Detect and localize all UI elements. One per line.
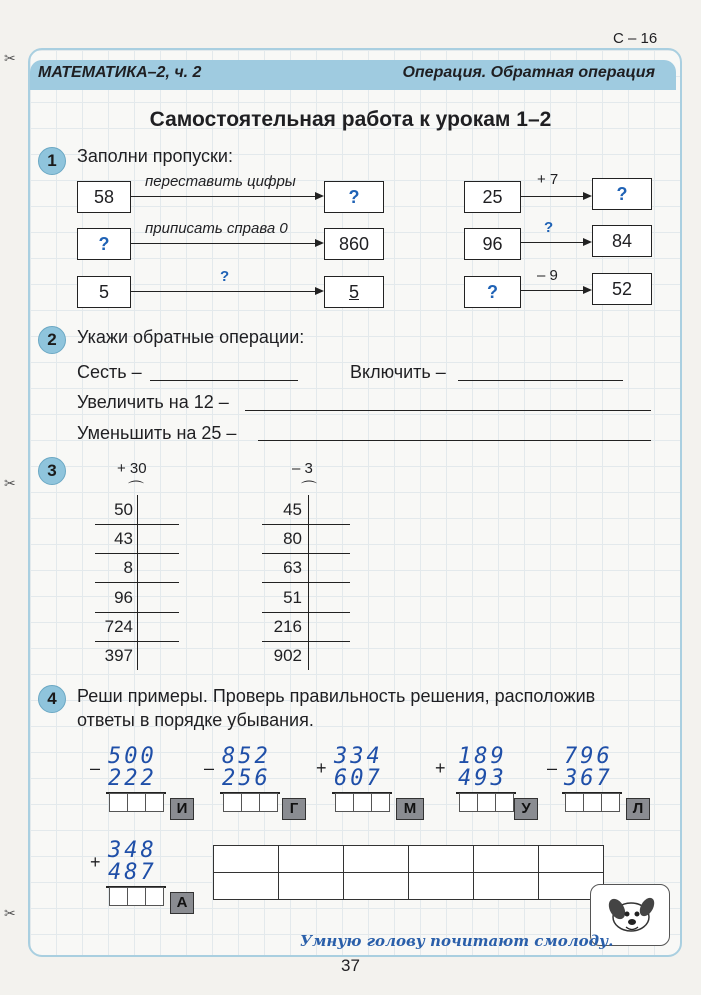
value-box: 84 bbox=[592, 225, 652, 257]
value-box: 58 bbox=[77, 181, 131, 213]
page-number: 37 bbox=[341, 956, 360, 975]
table-line bbox=[262, 641, 350, 642]
answer-cells[interactable] bbox=[110, 793, 164, 812]
operand: 256 bbox=[222, 766, 271, 791]
table-cell: 51 bbox=[283, 588, 302, 607]
answer-box[interactable]: ? bbox=[324, 181, 384, 213]
operation-label[interactable]: ? bbox=[544, 219, 554, 236]
answer-table-cell[interactable] bbox=[279, 846, 344, 873]
scissors-icon: ✂ bbox=[4, 905, 16, 921]
value-box: 5 bbox=[77, 276, 131, 308]
answer-cells[interactable] bbox=[566, 793, 620, 812]
table-line bbox=[95, 641, 179, 642]
answer-table-cell[interactable] bbox=[214, 873, 279, 900]
table-line bbox=[95, 553, 179, 554]
task-text: Заполни пропуски: bbox=[77, 146, 233, 166]
prompt-label: Уменьшить на 25 – bbox=[77, 423, 237, 443]
answer-table-cell[interactable] bbox=[409, 846, 474, 873]
value-box: 52 bbox=[592, 273, 652, 305]
arrow bbox=[130, 243, 322, 244]
table-cell: 63 bbox=[283, 558, 302, 577]
operation-label: переставить цифры bbox=[145, 173, 296, 190]
table-line bbox=[262, 553, 350, 554]
arrow bbox=[520, 242, 590, 243]
answer-letter: Л bbox=[626, 798, 650, 820]
value-box: 5 bbox=[324, 276, 384, 308]
arrow bbox=[520, 196, 590, 197]
sign: – bbox=[547, 758, 558, 778]
value-box: 25 bbox=[464, 181, 521, 213]
task-number: 3 bbox=[38, 457, 66, 485]
table-line bbox=[95, 612, 179, 613]
answer-letter: И bbox=[170, 798, 194, 820]
task-number: 1 bbox=[38, 147, 66, 175]
sign: + bbox=[90, 852, 101, 872]
operation-label: приписать справа 0 bbox=[145, 220, 288, 237]
table-line bbox=[95, 524, 179, 525]
task-number: 2 bbox=[38, 326, 66, 354]
answer-cells[interactable] bbox=[336, 793, 390, 812]
answer-table-cell[interactable] bbox=[409, 873, 474, 900]
answer-letter: М bbox=[396, 798, 424, 820]
table-cell: 96 bbox=[114, 588, 133, 607]
table-operation: – 3 bbox=[292, 460, 313, 477]
answer-table[interactable] bbox=[213, 845, 604, 900]
answer-cells[interactable] bbox=[224, 793, 278, 812]
answer-table-cell[interactable] bbox=[344, 873, 409, 900]
answer-box[interactable]: ? bbox=[464, 276, 521, 308]
table-cell: 45 bbox=[283, 500, 302, 519]
operand: 493 bbox=[458, 766, 507, 791]
answer-cells[interactable] bbox=[110, 887, 164, 906]
answer-line[interactable] bbox=[245, 410, 651, 411]
task-text: ответы в порядке убывания. bbox=[77, 710, 314, 730]
value-box: 96 bbox=[464, 228, 521, 260]
answer-table-cell[interactable] bbox=[214, 846, 279, 873]
operand: 607 bbox=[334, 766, 383, 791]
task-number: 4 bbox=[38, 685, 66, 713]
table-cell: 8 bbox=[123, 558, 133, 577]
motto: Умную голову почитают смолоду. bbox=[300, 932, 614, 950]
table-cell: 902 bbox=[273, 646, 302, 665]
answer-box[interactable]: ? bbox=[77, 228, 131, 260]
answer-letter: А bbox=[170, 892, 194, 914]
operand: 796 bbox=[564, 744, 613, 769]
arrow bbox=[520, 290, 590, 291]
operand: 367 bbox=[564, 766, 613, 791]
operand: 348 bbox=[108, 838, 157, 863]
table-cell: 216 bbox=[273, 617, 302, 636]
task-text: Укажи обратные операции: bbox=[77, 327, 305, 347]
answer-table-cell[interactable] bbox=[539, 846, 604, 873]
answer-table-cell[interactable] bbox=[344, 846, 409, 873]
answer-letter: У bbox=[514, 798, 538, 820]
sign: – bbox=[204, 758, 215, 778]
answer-letter: Г bbox=[282, 798, 306, 820]
task-text: Реши примеры. Проверь правильность решения, расположив bbox=[77, 686, 596, 706]
operation-label: + 7 bbox=[537, 171, 559, 188]
table-operation: + 30 bbox=[117, 460, 147, 477]
scissors-icon: ✂ bbox=[4, 50, 16, 66]
table-cell: 50 bbox=[114, 500, 133, 519]
operand: 334 bbox=[334, 744, 383, 769]
header-subject: МАТЕМАТИКА–2, ч. 2 bbox=[38, 64, 202, 81]
curved-arrow-icon: ⌒ bbox=[301, 481, 318, 498]
curved-arrow-icon: ⌒ bbox=[128, 481, 145, 498]
answer-table-cell[interactable] bbox=[474, 846, 539, 873]
table-line bbox=[262, 582, 350, 583]
sign: + bbox=[435, 758, 446, 778]
page-code: С – 16 bbox=[613, 30, 658, 47]
answer-line[interactable] bbox=[458, 380, 623, 381]
answer-box[interactable]: ? bbox=[592, 178, 652, 210]
arrow bbox=[130, 291, 322, 292]
table-line bbox=[95, 582, 179, 583]
table-cell: 397 bbox=[104, 646, 133, 665]
answer-cells[interactable] bbox=[460, 793, 514, 812]
sign: – bbox=[90, 758, 101, 778]
operand: 487 bbox=[108, 860, 157, 885]
operation-label: – 9 bbox=[537, 267, 558, 284]
operand: 852 bbox=[222, 744, 271, 769]
arrow bbox=[130, 196, 322, 197]
prompt-label: Включить – bbox=[350, 362, 446, 382]
prompt-label: Увеличить на 12 – bbox=[77, 392, 229, 412]
page-title: Самостоятельная работа к урокам 1–2 bbox=[149, 108, 552, 131]
table-line bbox=[262, 612, 350, 613]
prompt-label: Сесть – bbox=[77, 362, 142, 382]
operation-label[interactable]: ? bbox=[220, 268, 230, 285]
answer-table-cell[interactable] bbox=[279, 873, 344, 900]
sign: + bbox=[316, 758, 327, 778]
header-topic: Операция. Обратная операция bbox=[402, 64, 655, 81]
scissors-icon: ✂ bbox=[4, 475, 16, 491]
answer-line[interactable] bbox=[150, 380, 298, 381]
answer-line[interactable] bbox=[258, 440, 651, 441]
table-cell: 724 bbox=[104, 617, 133, 636]
answer-table-cell[interactable] bbox=[474, 873, 539, 900]
value-box: 860 bbox=[324, 228, 384, 260]
operand: 500 bbox=[108, 744, 157, 769]
operand: 222 bbox=[108, 766, 157, 791]
table-line bbox=[262, 524, 350, 525]
table-cell: 80 bbox=[283, 529, 302, 548]
operand: 189 bbox=[458, 744, 507, 769]
table-cell: 43 bbox=[114, 529, 133, 548]
